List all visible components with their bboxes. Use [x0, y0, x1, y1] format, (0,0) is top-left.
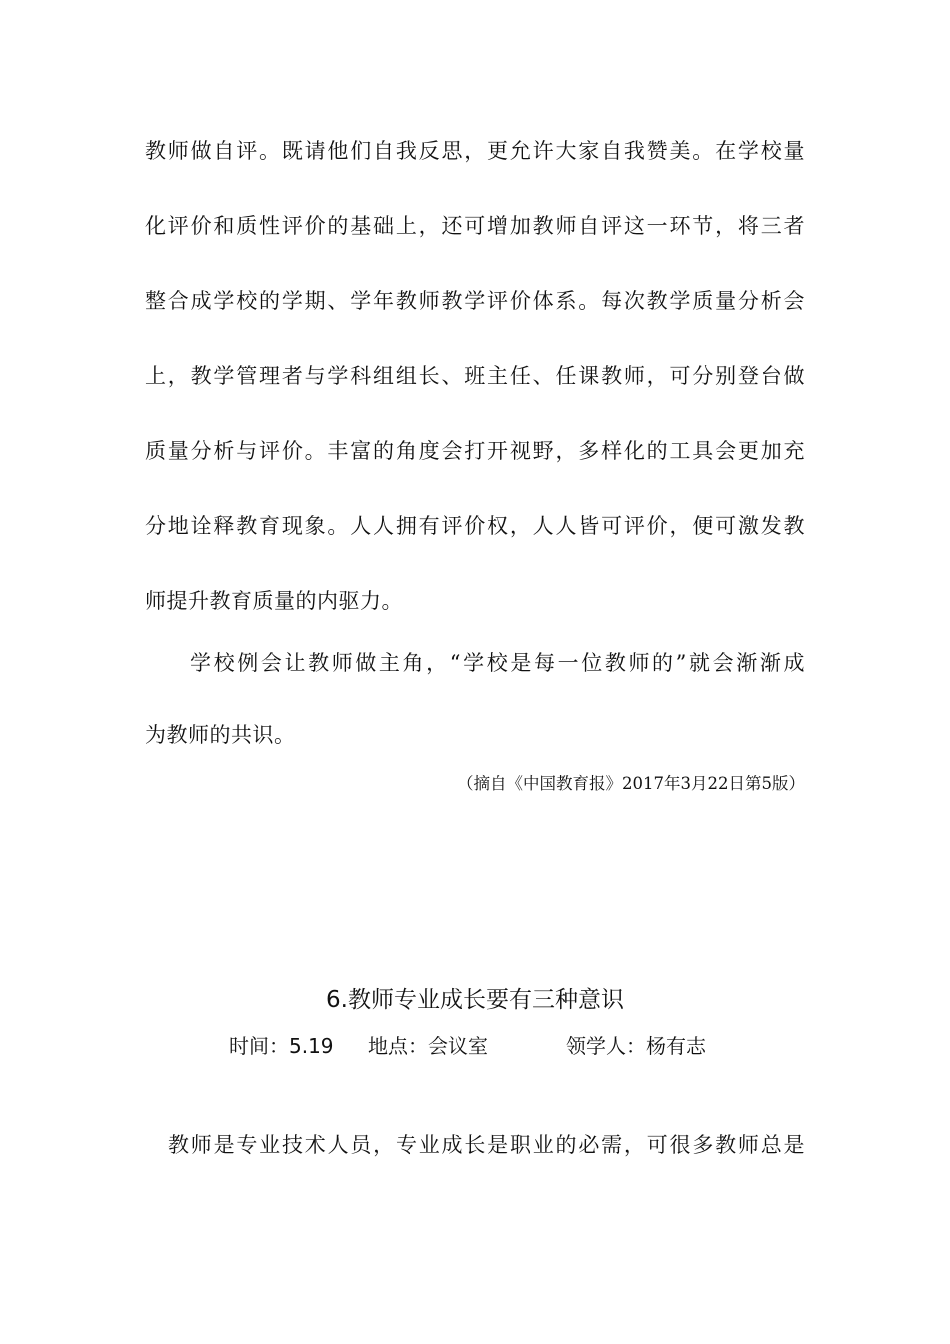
meta-leader: 领学人：杨有志	[566, 1034, 706, 1058]
paragraph-line: 为教师的共识。	[145, 723, 296, 747]
paragraph-line: 教师做自评。既请他们自我反思，更允许大家自我赞美。在学校量	[145, 139, 805, 163]
paragraph-line: 整合成学校的学期、学年教师教学评价体系。每次教学质量分析会	[145, 289, 805, 313]
meta-row	[0, 1030, 950, 1062]
section-title: 6.教师专业成长要有三种意识	[326, 987, 624, 1013]
paragraph-line: 上，教学管理者与学科组组长、班主任、任课教师，可分别登台做	[145, 364, 805, 388]
section-paragraph-line: 教师是专业技术人员，专业成长是职业的必需，可很多教师总是	[168, 1133, 805, 1157]
meta-place: 地点：会议室	[368, 1034, 488, 1058]
paragraph-line: 学校例会让教师做主角，“学校是每一位教师的”就会渐渐成	[190, 651, 805, 675]
paragraph-line: 师提升教育质量的内驱力。	[145, 589, 403, 613]
source-citation: （摘自《中国教育报》2017年3月22日第5版）	[457, 774, 805, 793]
paragraph-line: 质量分析与评价。丰富的角度会打开视野，多样化的工具会更加充	[145, 439, 805, 463]
paragraph-line: 分地诠释教育现象。人人拥有评价权，人人皆可评价，便可激发教	[145, 514, 805, 538]
paragraph-line: 化评价和质性评价的基础上，还可增加教师自评这一环节，将三者	[145, 214, 805, 238]
meta-time: 时间：5.19	[229, 1034, 334, 1058]
